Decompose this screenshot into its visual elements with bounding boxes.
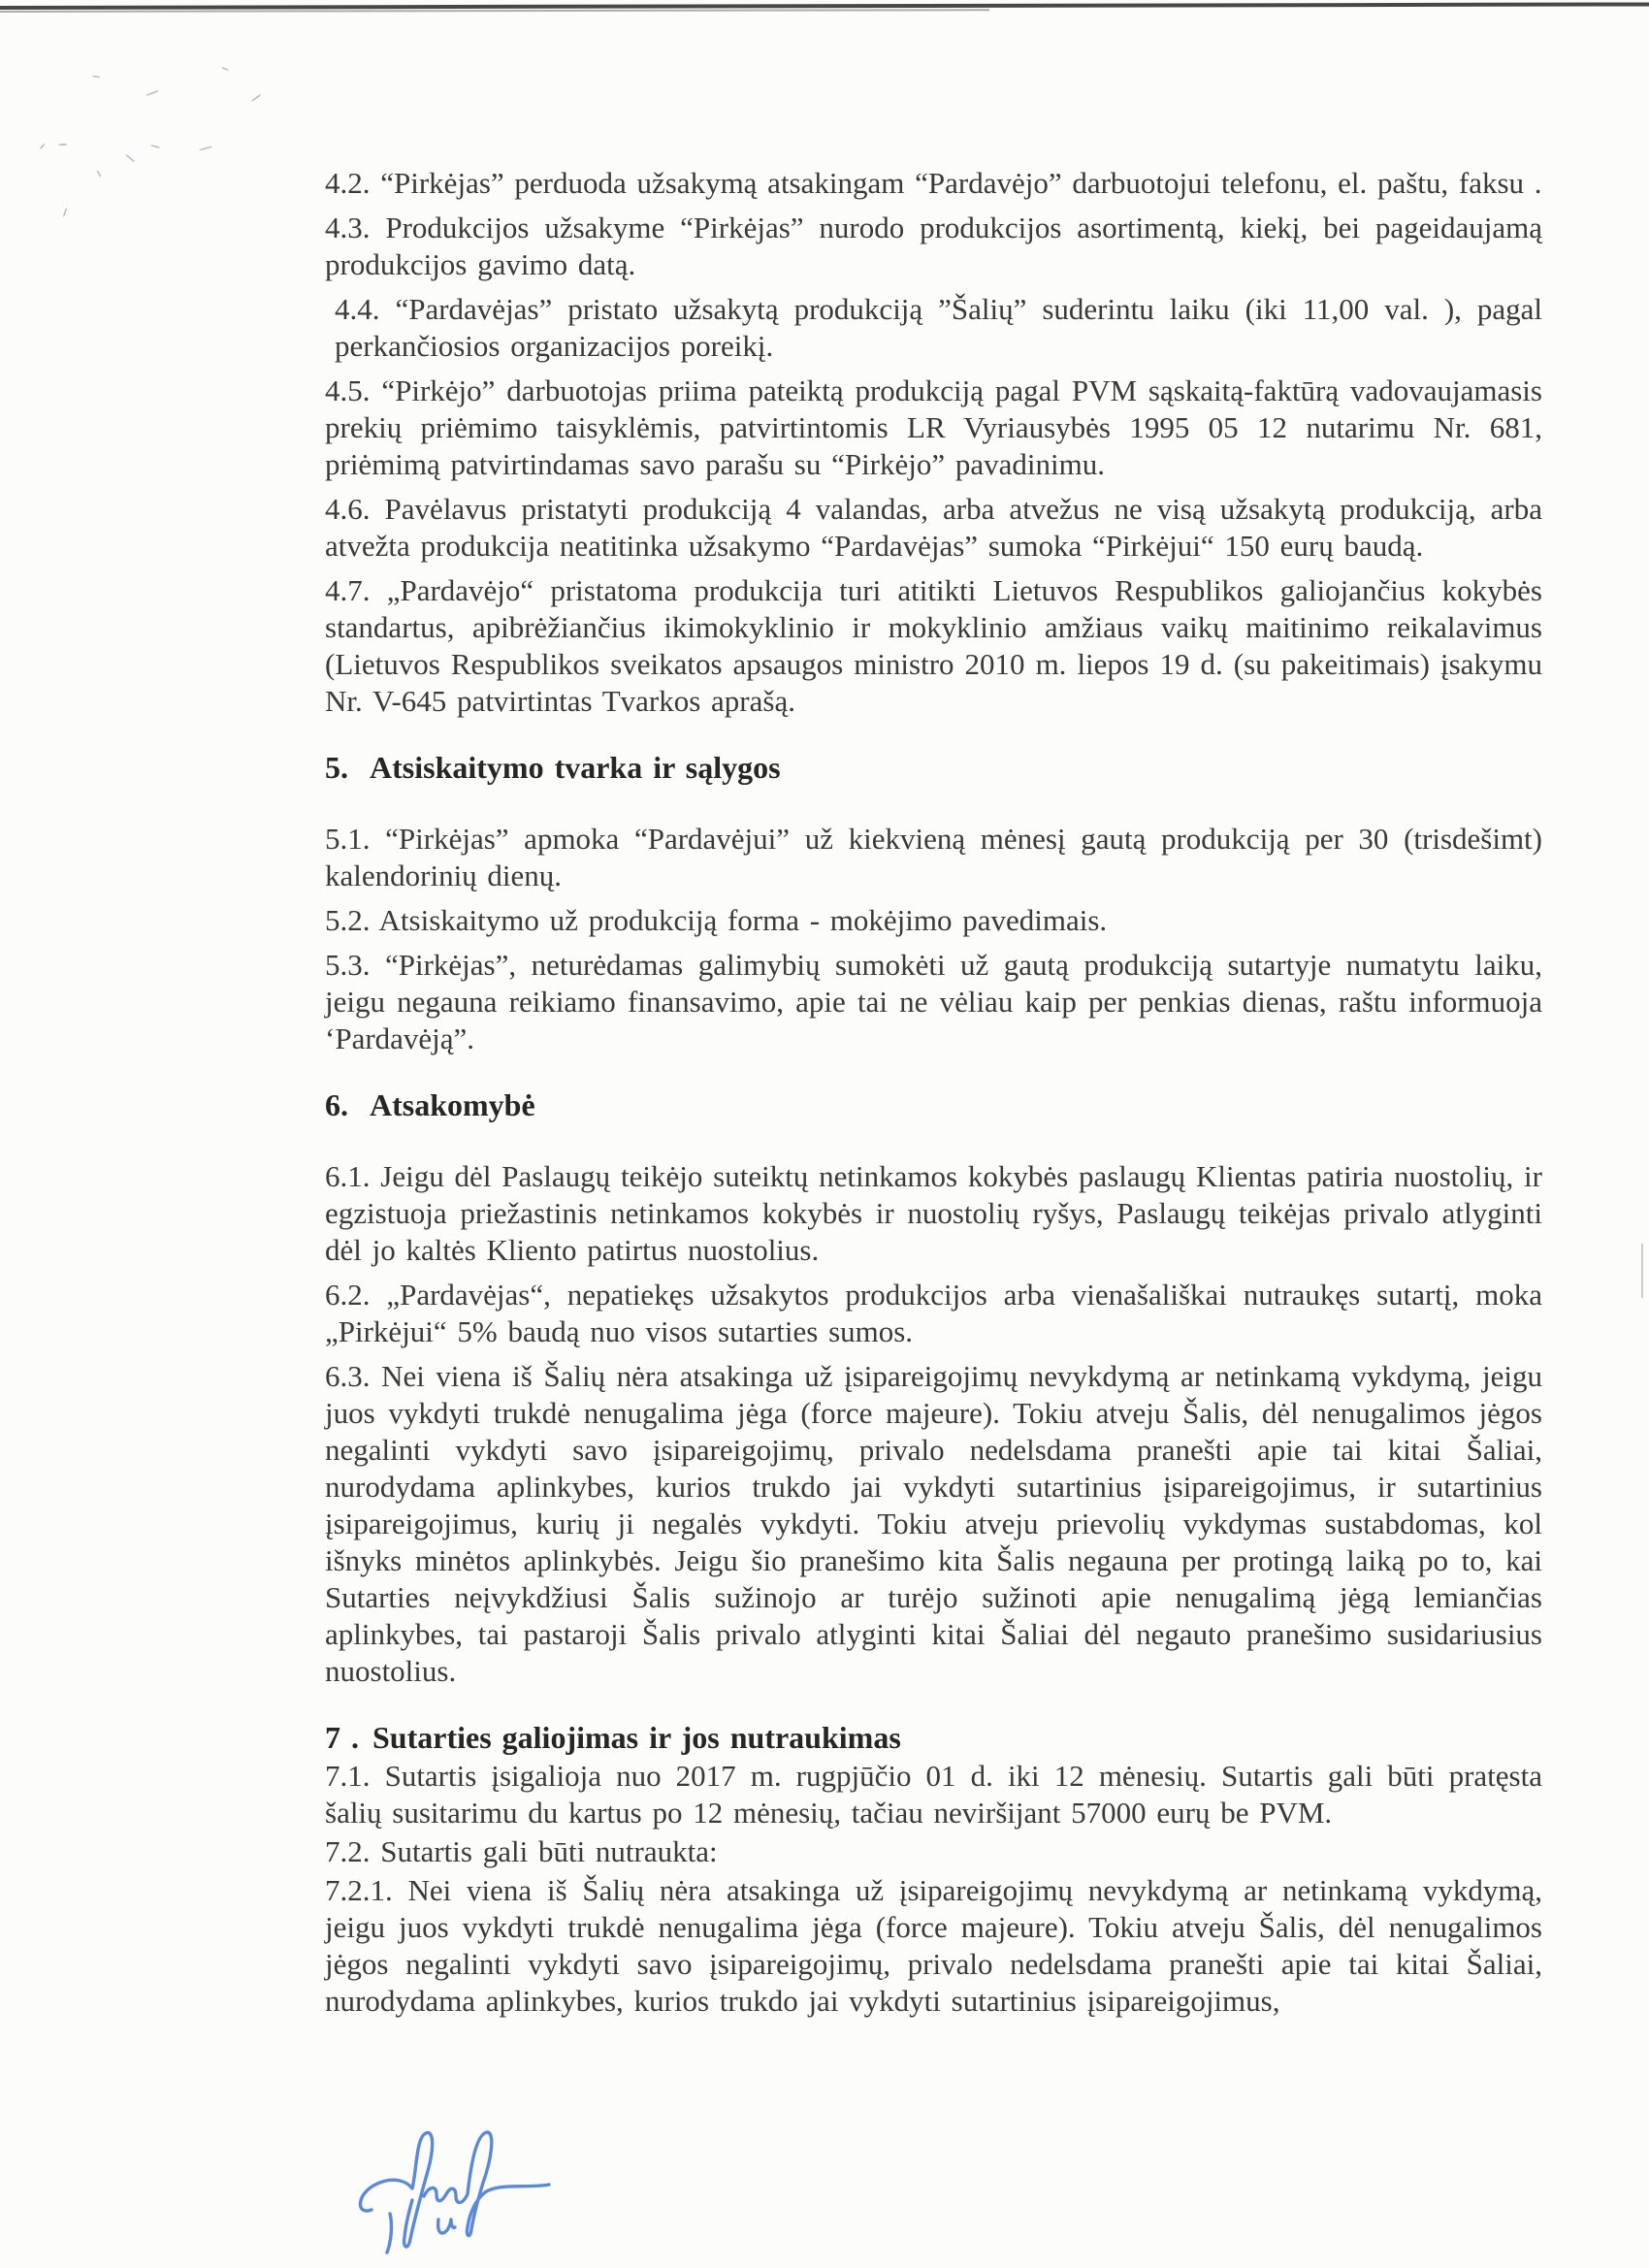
clause-7-2-1: 7.2.1. Nei viena iš Šalių nėra atsakinga už įsipareigojimų nevykdymą ar netinkamą vykdymą, jeigu juos vykdyti trukdė nenugalima jėga (force majeure). Tokiu atveju Šalis, dėl nenugalimos jėgos negalinti vykdyti savo įsipareigojimų, privalo nedelsdama pranešti apie tai kitai Šaliai, nurodydama aplinkybes, kurios trukdo jai vykdyti sutartinius įsipareigojimus, [325,1873,1542,2018]
clause-7-1: 7.1. Sutartis įsigalioja nuo 2017 m. rugpjūčio 01 d. iki 12 mėnesių. Sutartis gali būti pratęsta šalių susitarimu du kartus po 12 mėnesių, tačiau neviršijant 57000 eurų be PVM. [325,1759,1542,1830]
section-5-title: Atsiskaitymo tvarka ir sąlygos [370,750,781,785]
section-5-number: 5. [325,750,348,785]
clause-5-3: 5.3. “Pirkėjas”, neturėdamas galimybių sumokėti už gautą produkciją sutartyje numatytu laiku, jeigu negauna reikiamo finansavimo, apie tai ne vėliau kaip per penkias dienas, raštu informuoja ‘Pardavėją”. [325,948,1542,1055]
clause-6-2: 6.2. „Pardavėjas“, nepatiekęs užsakytos produkcijos arba vienašališkai nutraukęs sutartį, moka „Pirkėjui“ 5% baudą nuo visos sutarties sumos. [325,1278,1542,1348]
section-5-heading [325,749,1542,786]
section-6-title: Atsakomybė [370,1087,535,1122]
clause-4-7: 4.7. „Pardavėjo“ pristatoma produkcija turi atitikti Lietuvos Respublikos galiojančius kokybės standartus, apibrėžiančius ikimokyklinio ir mokyklinio amžiaus vaikų maitinimo reikalavimus (Lietuvos Respublikos sveikatos apsaugos ministro 2010 m. liepos 19 d. (su pakeitimais) įsakymu Nr. V-645 patvirtintas Tvarkos aprašą. [325,573,1542,718]
clause-4-4: 4.4. “Pardavėjas” pristato užsakytą produkciją ”Šalių” suderintu laiku (iki 11,00 val. ), pagal perkančiosios organizacijos poreikį. [335,292,1542,363]
clause-4-3: 4.3. Produkcijos užsakyme “Pirkėjas” nurodo produkcijos asortimentą, kiekį, bei pageidaujamą produkcijos gavimo datą. [325,211,1542,281]
contract-text-column [325,0,1542,2020]
clause-6-3: 6.3. Nei viena iš Šalių nėra atsakinga už įsipareigojimų nevykdymą ar netinkamą vykdymą, jeigu juos vykdyti trukdė nenugalima jėga (force majeure). Tokiu atveju Šalis, dėl nenugalimos jėgos negalinti vykdyti savo įsipareigojimų, privalo nedelsdama pranešti apie tai kitai Šaliai, nurodydama aplinkybes, kurios trukdo jai vykdyti sutartinius įsipareigojimus, ir sutartinius įsipareigojimus, kurių ji negalės vykdyti. Tokiu atveju prievolių vykdymas sustabdomas, kol išnyks minėtos aplinkybės. Jeigu šio pranešimo kita Šalis negauna per protingą laiką po to, kai Sutarties neįvykdžiusi Šalis sužinojo ar turėjo sužinoti apie nenugalimą jėgą lemiančias aplinkybes, tai pastaroji Šalis privalo atlyginti kitai Šaliai dėl negauto pranešimo susidariusius nuostolius. [325,1359,1542,1688]
scan-right-edge-mark [1641,1244,1643,1298]
clause-6-1: 6.1. Jeigu dėl Paslaugų teikėjo suteiktų netinkamos kokybės paslaugų Klientas patiria nuostolių, ir egzistuoja priežastinis netinkamos kokybės ir nuostolių ryšys, Paslaugų teikėjas privalo atlyginti dėl jo kaltės Kliento patirtus nuostolius. [325,1159,1542,1267]
clause-4-5: 4.5. “Pirkėjo” darbuotojas priima pateiktą produkciją pagal PVM sąskaitą-faktūrą vadovaujamasis prekių priėmimo taisyklėmis, patvirtintomis LR Vyriausybės 1995 05 12 nutarimu Nr. 681, priėmimą patvirtindamas savo parašu su “Pirkėjo” pavadinimu. [325,373,1542,481]
handwritten-signature [344,2124,567,2268]
section-7-title: Sutarties galiojimas ir jos nutraukimas [372,1720,901,1755]
clause-5-2: 5.2. Atsiskaitymo už produkciją forma - mokėjimo pavedimais. [325,903,1108,937]
clause-7-2: 7.2. Sutartis gali būti nutraukta: [325,1834,718,1868]
section-7-heading [325,1719,1542,1756]
section-6-heading [325,1086,1542,1123]
section-7-number: 7 . [325,1720,359,1755]
clause-4-2: 4.2. “Pirkėjas” perduoda užsakymą atsakingam “Pardavėjo” darbuotojui telefonu, el. paštu, faksu . [325,166,1542,200]
section-6-number: 6. [325,1087,348,1122]
clause-4-6: 4.6. Pavėlavus pristatyti produkciją 4 valandas, arba atvežus ne visą užsakytą produkciją, arba atvežta produkcija neatitinka užsakymo “Pardavėjas” sumoka “Pirkėjui“ 150 eurų baudą. [325,492,1542,563]
clause-5-1: 5.1. “Pirkėjas” apmoka “Pardavėjui” už kiekvieną mėnesį gautą produkciją per 30 (trisdešimt) kalendorinių dienų. [325,822,1542,892]
